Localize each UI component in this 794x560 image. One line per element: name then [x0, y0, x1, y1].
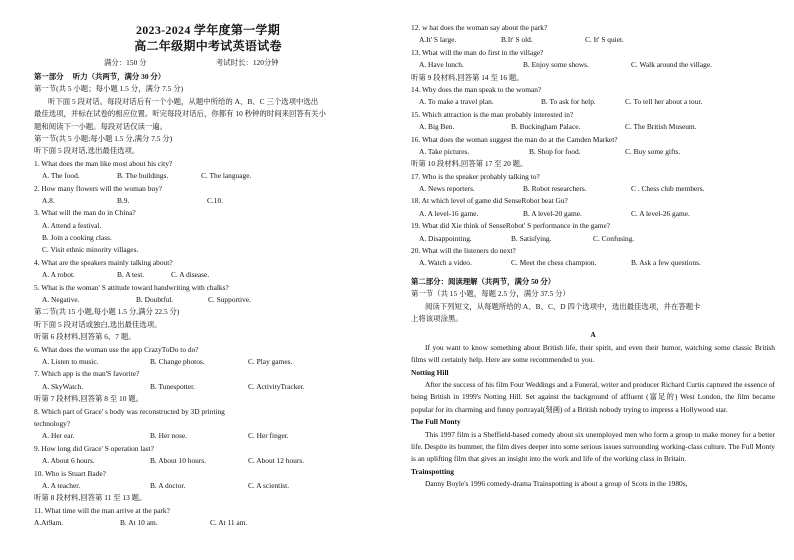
- options-14: [411, 96, 775, 108]
- exam-meta: [34, 55, 382, 71]
- question-6: 6. What does the woman use the app CrazyToDo to do?: [34, 344, 199, 354]
- options-2: [34, 195, 382, 207]
- part2-heading: 第二部分：阅读理解（共两节，满分 50 分）: [411, 276, 556, 286]
- question-18: 18. At which level of game did SenseRobot beat Gu?: [411, 196, 568, 206]
- options-17: [411, 183, 775, 195]
- film-paragraph-1: After the success of his film Four Weddings and a Funeral, writer and producer Richard Curtis captured the essence of being British in 1999's Notting Hill. Set against the background of affluent (富足的) West London, the film became popular for its charming and funny portrayal(刻画) of a British nobody trying to impress a Hollywood star.: [411, 379, 775, 414]
- option-1b[interactable]: B. The buildings.: [117, 171, 169, 181]
- part2-instruction-2: 上将该项涂黑。: [411, 313, 463, 323]
- options-11: [34, 517, 382, 529]
- material-10: 听第 10 段材料,回答第 17 至 20 题。: [411, 159, 528, 169]
- option-10b[interactable]: B. A doctor.: [150, 480, 186, 490]
- question-1: 1. What does the man like most about his city?: [34, 158, 173, 168]
- part1-section2b: 听下面 5 段对话或独白,选出最佳选项。: [34, 319, 162, 329]
- option-2b[interactable]: B.9.: [117, 195, 130, 205]
- option-10c[interactable]: C. A scientist.: [248, 480, 290, 490]
- option-11a[interactable]: A.At9am.: [34, 518, 64, 528]
- option-12c[interactable]: C. It' S quiet.: [585, 35, 624, 45]
- option-13a[interactable]: A. Have lunch.: [419, 60, 464, 70]
- option-1c[interactable]: C. The language.: [201, 171, 252, 181]
- option-16a[interactable]: A. Take pictures.: [419, 146, 470, 156]
- part1-instruction-3: 题和阅读下一小题。每段对话仅读一遍。: [34, 121, 168, 131]
- passage-intro: If you want to know something about British life, their spirit, and even their humor, watching some classic British films will certainly help. Here are some recommended to you.: [411, 342, 775, 365]
- option-15b[interactable]: B. Buckingham Palace.: [511, 122, 581, 132]
- option-9c[interactable]: C. About 12 hours.: [248, 456, 305, 466]
- option-19a[interactable]: A. Disappointing.: [419, 233, 472, 243]
- option-15c[interactable]: C. The British Museum.: [625, 122, 697, 132]
- question-12: 12. w hat does the woman say about the park?: [411, 23, 548, 32]
- options-5: [34, 294, 382, 306]
- question-13: 13. What will the man do first in the village?: [411, 47, 544, 57]
- option-4a[interactable]: A. A robot.: [42, 270, 75, 280]
- film-heading-2: The Full Monty: [411, 417, 461, 427]
- material-8: 听第 8 段材料,回答第 11 至 13 题。: [34, 493, 147, 503]
- option-17a[interactable]: A. News reporters.: [419, 184, 475, 194]
- option-7a[interactable]: A. SkyWatch.: [42, 381, 84, 391]
- option-4b[interactable]: B. A test.: [117, 270, 145, 280]
- option-17b[interactable]: B. Robot researchers.: [523, 184, 587, 194]
- part1-heading: 第一部分 听力（共两节，满分 30 分）: [34, 72, 166, 81]
- option-9b[interactable]: B. About 10 hours.: [150, 456, 207, 466]
- option-8a[interactable]: A. Her ear.: [42, 431, 75, 441]
- options-18: [411, 208, 775, 220]
- part1-section1c: 听下面 5 段对话,选出最佳选项。: [34, 146, 140, 156]
- options-1: [34, 170, 382, 182]
- options-16: [411, 146, 775, 158]
- question-15: 15. Which attraction is the man probably interested in?: [411, 109, 574, 119]
- part1-instruction-1: 听下面 5 段对话。每段对话后有一个小题，从题中所给的 A、B、C 三个选项中选出: [48, 96, 319, 106]
- material-6: 听第 6 段材料,回答第 6、7 题。: [34, 332, 136, 342]
- question-10: 10. Who is Stuart Bade?: [34, 468, 106, 478]
- question-16: 16. What does the woman suggest the man do at the Camden Market?: [411, 134, 618, 144]
- question-20: 20. What will the listeners do next?: [411, 246, 516, 256]
- part2-section1: 第一节（共 15 小题，每题 2.5 分，满分 37.5 分）: [411, 289, 570, 299]
- option-2a[interactable]: A.8.: [42, 195, 55, 205]
- question-3: 3. What will the man do in China?: [34, 208, 136, 218]
- options-15: [411, 121, 775, 133]
- options-19: [411, 233, 775, 245]
- film-paragraph-3: Danny Boyle's 1996 comedy-drama Trainspotting is about a group of Scots in the 1980s,: [425, 479, 688, 489]
- option-2c[interactable]: C.10.: [207, 195, 224, 205]
- option-7c[interactable]: C. ActivityTracker.: [248, 381, 305, 391]
- options-12: [411, 34, 775, 46]
- options-7: [34, 381, 382, 393]
- question-2: 2. How many flowers will the woman buy?: [34, 183, 163, 193]
- option-20b[interactable]: C. Meet the chess champion.: [511, 258, 597, 268]
- option-11c[interactable]: C. At 11 am.: [210, 518, 248, 528]
- option-5b[interactable]: B. Doubtful.: [136, 295, 174, 305]
- question-9: 9. How long did Grace' S operation last?: [34, 443, 154, 453]
- option-11b[interactable]: B. At 10 am.: [120, 518, 158, 528]
- option-19b[interactable]: B. Satisfying.: [511, 233, 552, 243]
- question-11: 11. What time will the man arrive at the park?: [34, 505, 170, 515]
- film-heading-1: Notting Hill: [411, 367, 449, 377]
- question-17: 17. Who is the speaker probably talking to?: [411, 171, 540, 181]
- option-6a[interactable]: A. Listen to music.: [42, 356, 99, 366]
- option-14a[interactable]: A. To make a travel plan.: [419, 97, 494, 107]
- question-19: 19. What did Xie think of SenseRobot' S performance in the game?: [411, 221, 611, 231]
- options-9: [34, 455, 382, 467]
- option-8c[interactable]: C. Her finger.: [248, 431, 289, 441]
- part1-section1: 第一节(共 5 小题；每小题 1.5 分，满分 7.5 分): [34, 84, 184, 94]
- full-score: 满分：150 分: [104, 58, 147, 67]
- exam-title: 高二年级期中考试英语试卷: [134, 39, 282, 53]
- part1-instruction-2: 最佳选项，并标在试卷的相应位置。听完每段对话后，你都有 10 秒钟的时间来回答有关小: [34, 109, 326, 119]
- question-8-continued: technology?: [34, 418, 71, 428]
- question-7: 7. Which app is the man'S favorite?: [34, 369, 140, 379]
- option-7b[interactable]: B. Tunespotter.: [150, 381, 195, 391]
- option-18a[interactable]: A. A level-16 game.: [419, 208, 479, 218]
- part2-instruction-1: 阅读下列短文，从每题所给的 A、B、C、D 四个选项中，选出最佳选项，并在答题卡: [425, 301, 701, 311]
- left-column: [34, 22, 382, 529]
- question-14: 14. Why does the man speak to the woman?: [411, 84, 542, 94]
- option-6b[interactable]: B. Change photos.: [150, 356, 205, 366]
- option-1a[interactable]: A. The food.: [42, 171, 80, 181]
- option-12b[interactable]: B.It' S old.: [501, 35, 533, 45]
- film-paragraph-2: This 1997 film is a Sheffield-based comedy about six unemployed men who form a group to make money for a better life. Despite its bummer, the film dives deeper into some serious issues surrounding working-class culture. The Full Monty is an uplifting film that gives an insight into the work and life of the working class in Britain.: [411, 429, 775, 464]
- options-13: [411, 59, 775, 71]
- option-3a[interactable]: A. Attend a festival.: [42, 220, 102, 230]
- exam-year-title: 2023-2024 学年度第一学期: [135, 23, 281, 37]
- option-20a[interactable]: A. Watch a video.: [419, 258, 472, 268]
- option-4c[interactable]: C. A disease.: [171, 270, 210, 280]
- option-17c[interactable]: C . Chess club members.: [631, 184, 705, 194]
- option-16b[interactable]: B. Shop for food.: [529, 146, 581, 156]
- option-10a[interactable]: A. A teacher.: [42, 480, 81, 490]
- question-8: 8. Which part of Grace' s body was reconstructed by 3D printing: [34, 406, 225, 416]
- options-4: [34, 269, 382, 281]
- option-3b[interactable]: B. Join a cooking class.: [42, 233, 112, 243]
- part1-section1b: 第一节(共 5 小题;每小题 1.5 分,满分 7.5 分): [34, 133, 173, 143]
- option-20c[interactable]: B. Ask a few questions.: [631, 258, 701, 268]
- material-9: 听第 9 段材料,回答第 14 至 16 题。: [411, 72, 524, 82]
- option-6c[interactable]: C. Play games.: [248, 356, 293, 366]
- passage-letter: A: [590, 330, 596, 340]
- option-13b[interactable]: B. Enjoy some shows.: [523, 60, 589, 70]
- options-6: [34, 356, 382, 368]
- options-8: [34, 430, 382, 442]
- option-14b[interactable]: B. To ask for help.: [541, 97, 596, 107]
- option-9a[interactable]: A. About 6 hours.: [42, 456, 95, 466]
- option-12a[interactable]: A.It' S large.: [419, 35, 457, 45]
- question-5: 5. What is the woman' S attitude toward handwriting with chalks?: [34, 282, 229, 292]
- option-8b[interactable]: B. Her nose.: [150, 431, 187, 441]
- film-heading-3: Trainspotting: [411, 466, 454, 476]
- material-7: 听第 7 段材料,回答第 8 至 10 题。: [34, 394, 144, 404]
- option-19c[interactable]: C. Confusing.: [593, 233, 635, 243]
- option-3c[interactable]: C. Visit ethnic minority villages.: [42, 245, 139, 255]
- right-column: [411, 22, 775, 491]
- option-14c[interactable]: C. To tell her about a tour.: [625, 97, 703, 107]
- exam-duration: 考试时长：120分钟: [215, 58, 279, 67]
- option-5a[interactable]: A. Negative.: [42, 295, 80, 305]
- options-10: [34, 480, 382, 492]
- question-4: 4. What are the speakers mainly talking about?: [34, 257, 173, 267]
- part1-section2: 第二节(共 15 小题,每小题 1.5 分,满分 22.5 分): [34, 307, 180, 317]
- option-16c[interactable]: C. Buy some gifts.: [625, 146, 681, 156]
- option-13c[interactable]: C. Walk around the village.: [631, 60, 712, 70]
- option-5c[interactable]: C. Supportive.: [208, 295, 251, 305]
- option-18c[interactable]: C. A level-26 game.: [631, 208, 690, 218]
- options-20: [411, 257, 775, 269]
- option-15a[interactable]: A. Big Ben.: [419, 122, 455, 132]
- option-18b[interactable]: B. A level-20 game.: [523, 208, 582, 218]
